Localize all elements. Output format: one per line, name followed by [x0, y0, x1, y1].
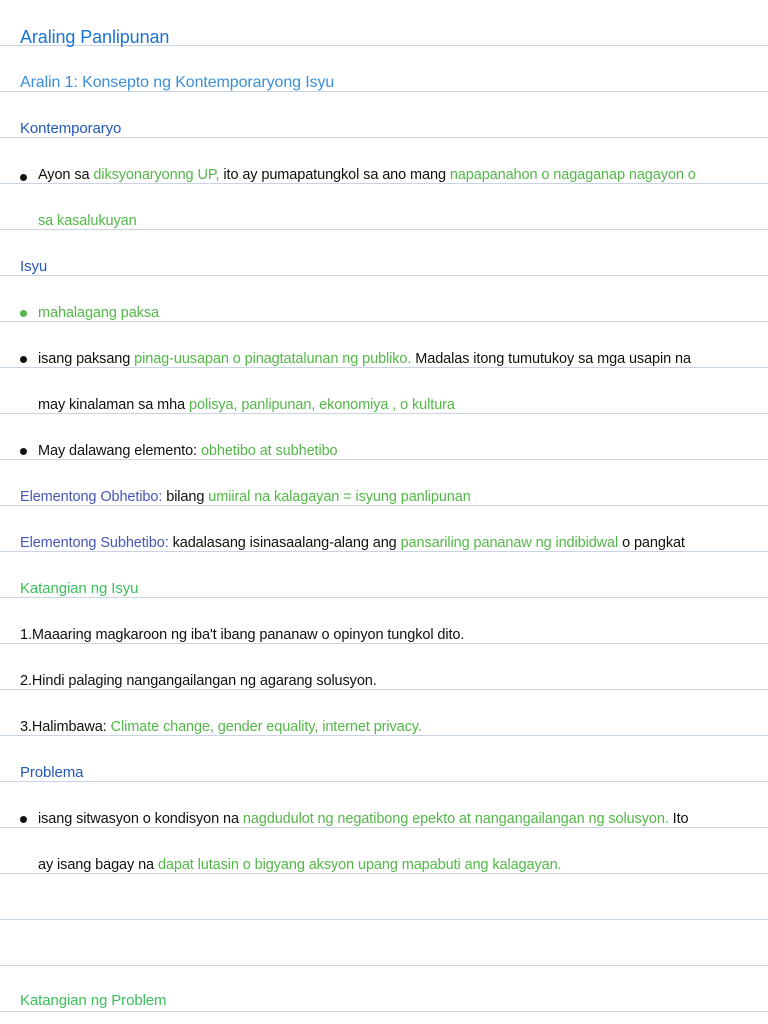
kontemporaryo-definition [38, 152, 748, 198]
text-segment: May dalawang elemento: [38, 443, 201, 459]
bullet-icon [20, 174, 27, 181]
isyu-bullet-3 [38, 428, 748, 474]
heading-katangian-problem: Katangian ng Problem [20, 992, 167, 1009]
highlight-segment: obhetibo at subhetibo [200, 443, 338, 459]
katangian-item-1: 1.Maaaring magkaroon ng iba't ibang pananaw o opinyon tungkol dito. [20, 627, 465, 643]
highlight-segment: umiiral na kalagayan = isyung panlipunan [208, 489, 471, 505]
heading-katangian-isyu: Katangian ng Isyu [20, 580, 139, 597]
isyu-bullet-2-cont [38, 382, 748, 428]
text-segment: isang paksang [38, 351, 135, 367]
isyu-bullet-1: mahalagang paksa [38, 305, 159, 321]
bullet-icon [20, 310, 27, 317]
text-segment: bilang [162, 489, 209, 505]
highlight-segment: pinag-uusapan o pinagtatalunan ng publiko. [134, 351, 412, 367]
problema-definition-cont [38, 842, 748, 888]
highlight-segment: pansariling pananaw ng indibidwal [400, 535, 619, 551]
elementong-subhetibo [20, 520, 748, 566]
bullet-icon [20, 816, 27, 823]
highlight-segment: polisya, panlipunan, ekonomiya , o kultura [189, 397, 455, 413]
heading-isyu: Isyu [20, 258, 48, 275]
term-label: Elementong Obhetibo: [20, 489, 163, 505]
katangian-item-3 [20, 704, 748, 750]
problema-definition [38, 796, 748, 842]
heading-kontemporaryo: Kontemporaryo [20, 120, 122, 137]
text-segment: kadalasang isinasaalang-alang ang [168, 535, 401, 551]
page-title: Araling Panlipunan [20, 27, 170, 47]
highlight-segment: diksyonaryonng UP, [93, 167, 220, 183]
elementong-obhetibo [20, 474, 748, 520]
text-segment: Ayon sa [38, 167, 94, 183]
text-segment: ito ay pumapatungkol sa ano mang [219, 167, 450, 183]
text-segment: Madalas itong tumutukoy sa mga usapin na [411, 351, 691, 367]
heading-problema: Problema [20, 764, 84, 781]
text-segment: may kinalaman sa mha [38, 397, 190, 413]
text-segment: Ito [668, 811, 689, 827]
katangian-item-2: 2.Hindi palaging nangangailangan ng agarang solusyon. [20, 673, 377, 689]
bullet-icon [20, 448, 27, 455]
lesson-heading: Aralin 1: Konsepto ng Kontemporaryong Isyu [20, 74, 335, 91]
text-segment: isang sitwasyon o kondisyon na [38, 811, 243, 827]
isyu-bullet-2 [38, 336, 748, 382]
term-label: Elementong Subhetibo: [20, 535, 169, 551]
kontemporaryo-definition-cont: sa kasalukuyan [38, 213, 137, 229]
highlight-segment: Climate change, gender equality, internet privacy. [110, 719, 422, 735]
text-segment: ay isang bagay na [38, 857, 158, 873]
highlight-segment: nagdudulot ng negatibong epekto at nangangailangan ng solusyon. [242, 811, 669, 827]
highlight-segment: dapat lutasin o bigyang aksyon upang mapabuti ang kalagayan. [157, 857, 562, 873]
bullet-icon [20, 356, 27, 363]
text-segment: o pangkat [618, 535, 685, 551]
text-segment: 3.Halimbawa: [20, 719, 111, 735]
highlight-segment: napapanahon o nagaganap nagayon o [449, 167, 696, 183]
